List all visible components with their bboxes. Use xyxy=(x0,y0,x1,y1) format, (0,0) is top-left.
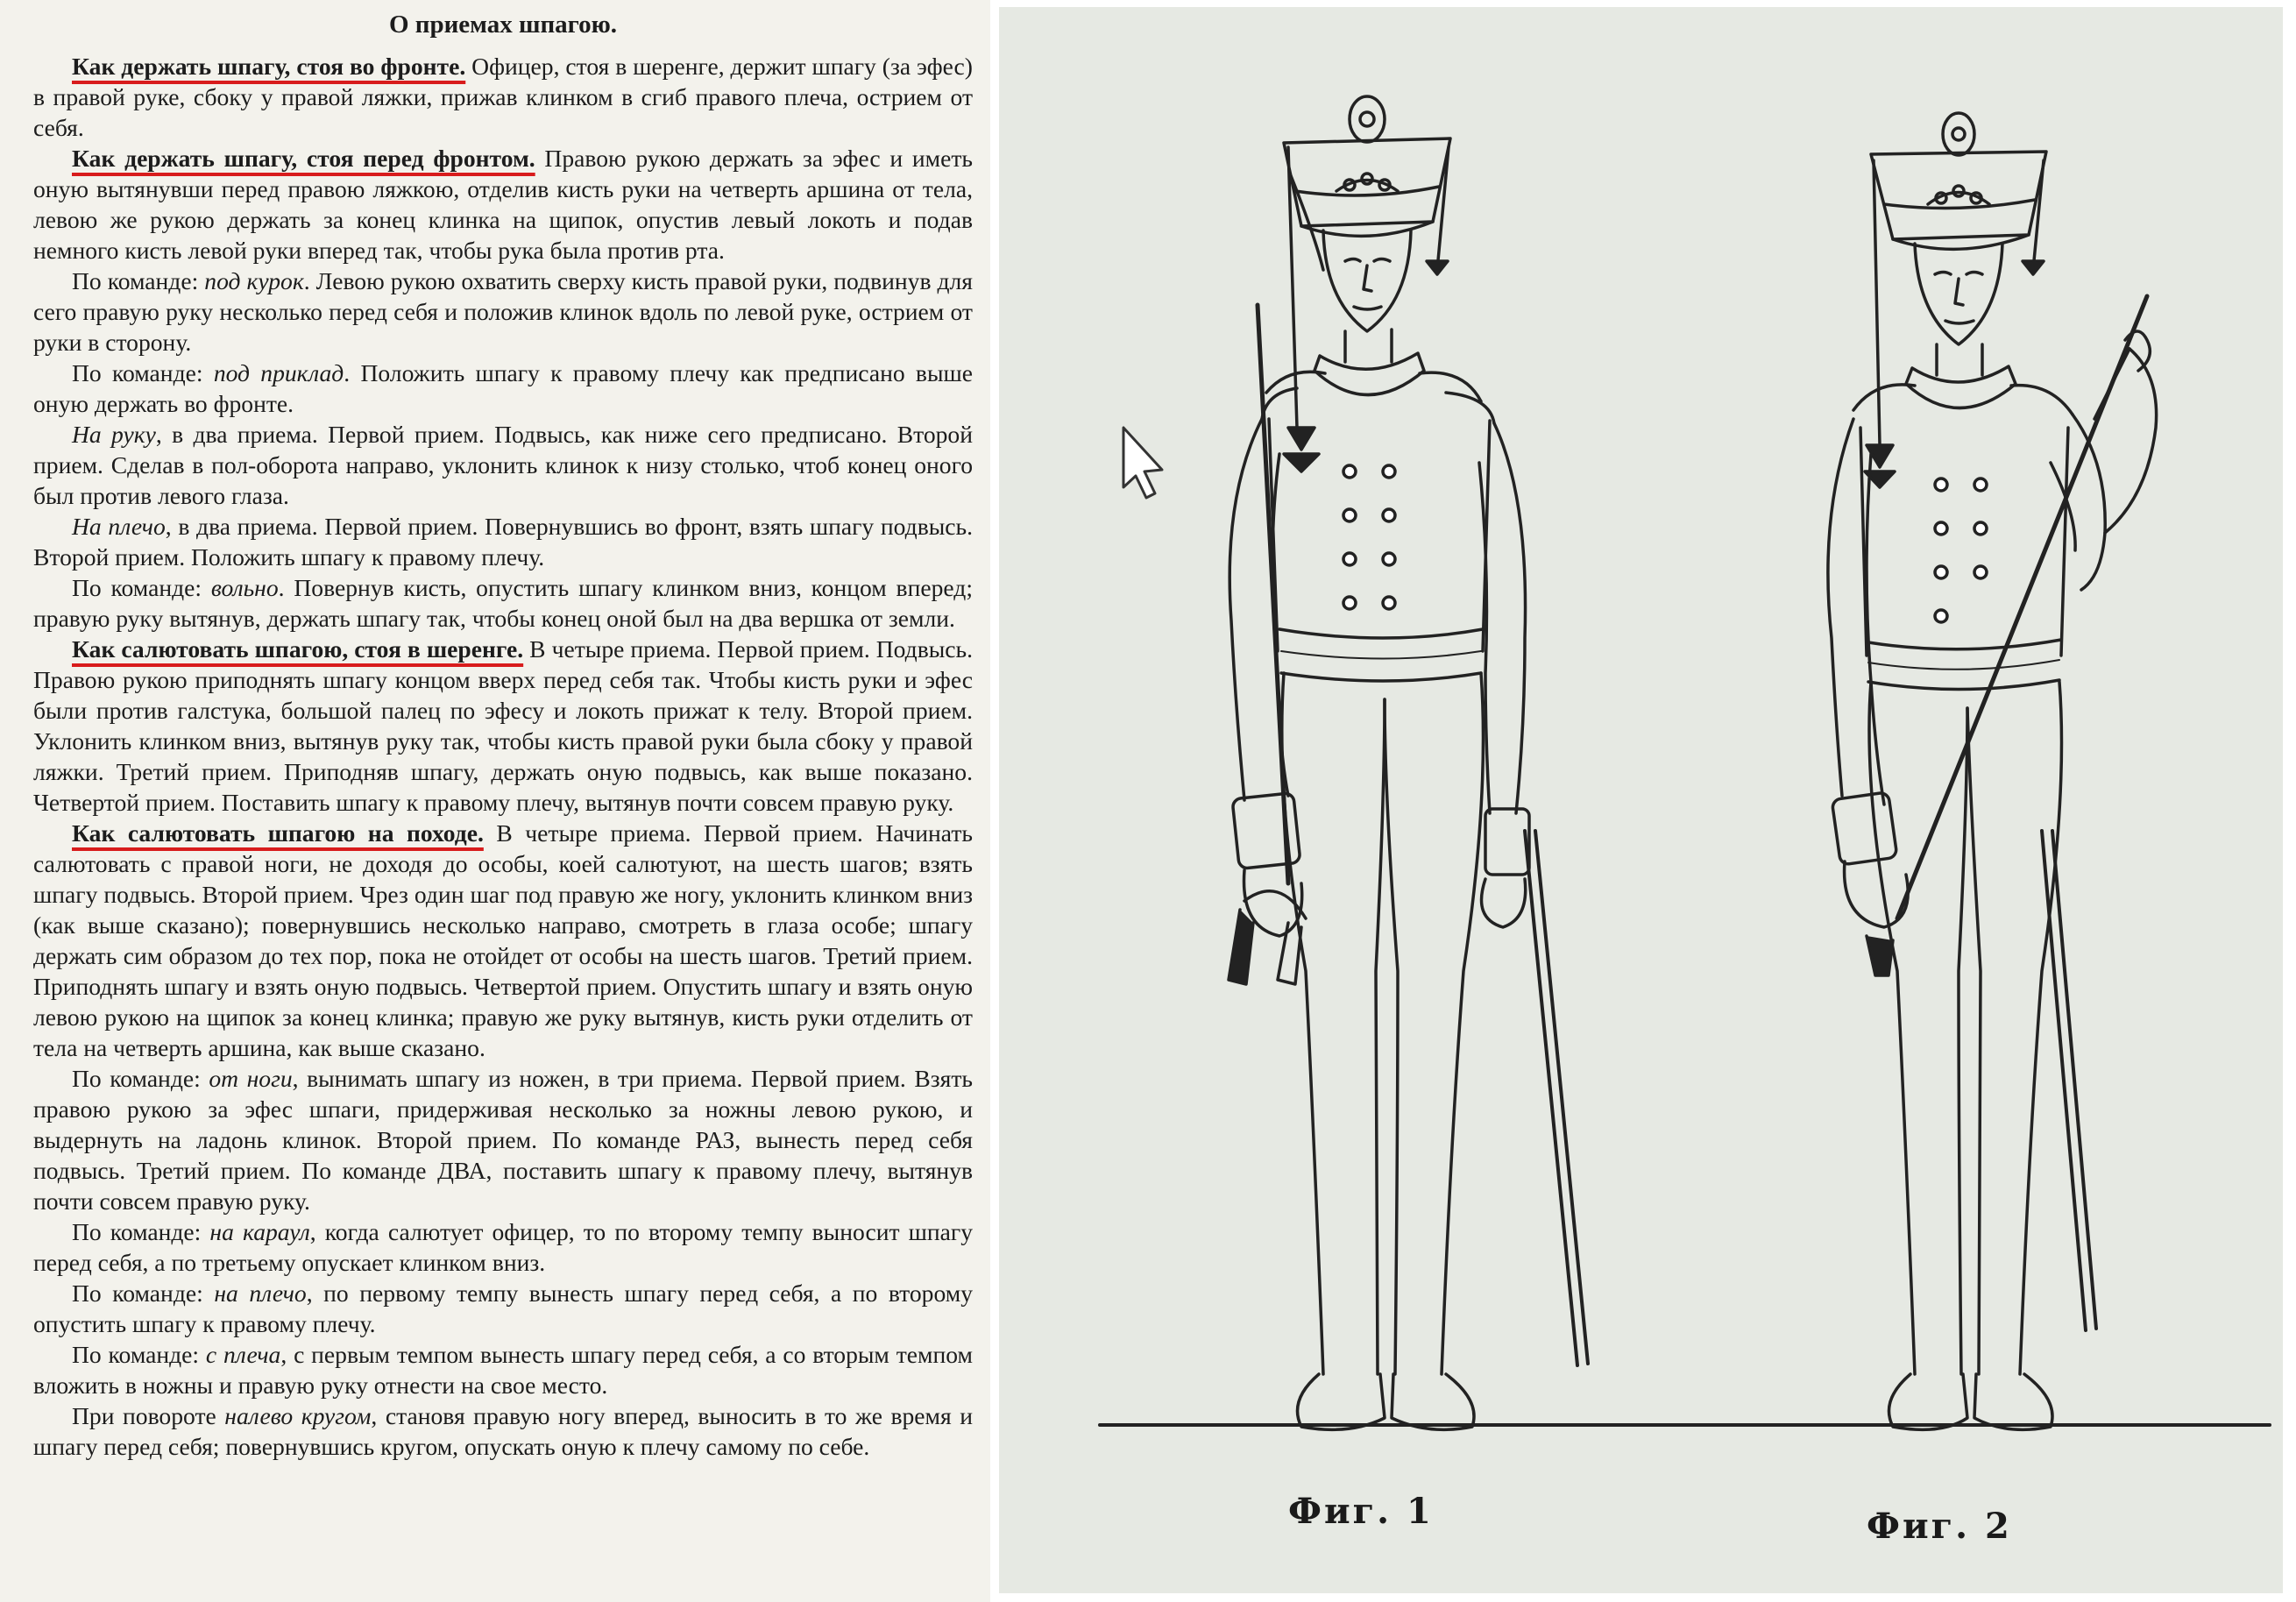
paragraph xyxy=(33,1063,973,1216)
paragraph xyxy=(33,1339,973,1400)
section-heading: Как держать шпагу, стоя перед фронтом. xyxy=(72,145,535,172)
figure-2-caption: Фиг. 2 xyxy=(1867,1506,2012,1547)
paragraph-text: , в два приема. Первой прием. Подвысь, как ниже сего предписано. Второй прием. Сделав в пол-оборота направо, уклонить клинок к низу столько, чтоб конец оного был против левого глаза. xyxy=(33,421,974,509)
paragraph xyxy=(33,358,973,419)
section-heading: Как салютовать шпагою, стоя в шеренге. xyxy=(72,635,524,663)
figure-1-officer xyxy=(1229,96,1588,1429)
paragraph-text: . Повернув кисть, опустить шпагу клинком вниз, концом вперед; правую руку вытянув, держать шпагу так, чтобы конец оной был на два вершка от земли. xyxy=(33,574,973,632)
mouse-cursor-icon xyxy=(1123,428,1162,498)
paragraph-text: В четыре приема. Первой прием. Подвысь. Правою рукою приподнять шпагу концом вверх перед себя так. Чтобы кисть руки и эфес были против галстука, большой палец по эфесу и локоть прижат к телу. Второй прием. Уклонить клинком вниз, вытянув руку так, чтобы кисть правой руки была сбоку у правой ляжки. Третий прием. Приподняв шпагу, держать оную подвысь, как выше показано. Четвертой прием. Поставить шпагу к правому плечу, вытянув почти совсем правую руку. xyxy=(33,635,973,816)
paragraph-prefix: По команде: xyxy=(72,1065,209,1092)
paragraph-prefix: При повороте xyxy=(72,1402,225,1429)
command-term: с плеча xyxy=(205,1341,281,1368)
command-term: от ноги xyxy=(209,1065,293,1092)
section-heading: Как держать шпагу, стоя во фронте. xyxy=(72,53,466,80)
paragraph xyxy=(33,1278,973,1339)
panel-divider xyxy=(990,0,999,1602)
paragraph-prefix: По команде: xyxy=(72,1218,210,1245)
paragraph-prefix: По команде: xyxy=(72,1279,215,1307)
command-term: налево кругом xyxy=(224,1402,372,1429)
command-term: под приклад xyxy=(213,359,344,386)
paragraph-prefix: По команде: xyxy=(72,1341,206,1368)
paragraph xyxy=(33,572,973,634)
paragraph xyxy=(33,634,973,818)
command-term: На плечо xyxy=(72,513,166,540)
paragraph-text: В четыре приема. Первой прием. Начинать салютовать с правой ноги, не доходя до особы, коей салютуют, на шесть шагов; взять шпагу подвысь. Второй прием. Чрез один шаг под правую же ногу, уклонить клинком вниз (как выше сказано); повернувшись несколько направо, смотреть в глаза особе; шпагу держать сим образом до тех пор, пока не отойдет от особы на шесть шагов. Третий прием. Приподнять шпагу и взять оную подвысь. Четвертой прием. Опустить шпагу и взять оную левою рукою на щипок за конец клинка; правую же руку вытянув, кисть руки отделить от тела на четверть аршина, как выше сказано. xyxy=(33,819,973,1061)
paragraph xyxy=(33,143,973,266)
paragraph-text: , с первым темпом вынесть шпагу перед себя, а со вторым темпом вложить в ножны и правую руку отнести на свое место. xyxy=(33,1341,973,1399)
figure-2-officer xyxy=(1828,113,2157,1429)
paragraph-prefix: По команде: xyxy=(72,267,205,294)
text-page xyxy=(0,0,990,1602)
paragraph xyxy=(33,266,973,358)
command-term: под курок xyxy=(204,267,304,294)
paragraph-text: , по первому темпу вынесть шпагу перед себя, а по второму опустить шпагу к правому плечу. xyxy=(33,1279,974,1337)
paragraph-text: , становя правую ногу вперед, выносить в то же время и шпагу перед себя; повернувшись кругом, опускать оную к плечу самому по себе. xyxy=(33,1402,973,1460)
paragraph-text: , в два приема. Первой прием. Повернувшись во фронт, взять шпагу подвысь. Второй прием. Положить шпагу к правому плечу. xyxy=(33,513,973,571)
page-title: О приемах шпагою. xyxy=(388,11,618,39)
text-body xyxy=(33,9,973,1462)
command-term: на караул xyxy=(209,1218,310,1245)
paragraph-text: , вынимать шпагу из ножен, в три приема. Первой прием. Взять правою рукою за эфес шпаги, придерживая несколько за ножны левою рукою, и выдернуть на ладонь клинок. Второй прием. По команде РАЗ, вынесть перед себя подвысь. Третий прием. По команде ДВА, поставить шпагу к правому плечу, вытянув почти совсем правую руку. xyxy=(33,1065,973,1215)
figures-drawing xyxy=(999,7,2283,1593)
section-heading: Как салютовать шпагою на походе. xyxy=(72,819,484,847)
command-term: на плечо xyxy=(214,1279,307,1307)
paragraph-text: Правою рукою держать за эфес и иметь оную вытянувши перед правою ляжкою, отделив кисть руки на четверть аршина от тела, левою же рукою держать за конец клинка на щипок, опустив левый локоть и подав немного кисть левой руки вперед так, чтобы рука была против рта. xyxy=(33,145,973,264)
command-term: вольно xyxy=(210,574,279,601)
paragraph-text: Офицер, стоя в шеренге, держит шпагу (за эфес) в правой руке, сбоку у правой ляжки, прижав клинком в сгиб правого плеча, острием от себя. xyxy=(33,53,973,141)
paragraph-text: , когда салютует офицер, то по второму темпу выносит шпагу перед себя, а по третьему опускает клинком вниз. xyxy=(33,1218,973,1276)
figure-1-caption: Фиг. 1 xyxy=(1288,1491,1434,1532)
paragraph xyxy=(33,1400,973,1462)
figure-panel xyxy=(999,7,2283,1593)
paragraph-prefix: По команде: xyxy=(72,574,211,601)
paragraph-text: . Положить шпагу к правому плечу как предписано выше оную держать во фронте. xyxy=(33,359,973,417)
command-term: На руку xyxy=(72,421,156,448)
paragraph xyxy=(33,51,973,143)
paragraph-text: . Левою рукою охватить сверху кисть правой руки, подвинув для сего правую руку несколько перед себя и положив клинок вдоль по левой руке, острием от руки в сторону. xyxy=(33,267,973,356)
paragraph xyxy=(33,511,973,572)
paragraph xyxy=(33,818,973,1063)
paragraph-prefix: По команде: xyxy=(72,359,214,386)
paragraph xyxy=(33,1216,973,1278)
paragraph xyxy=(33,419,973,511)
